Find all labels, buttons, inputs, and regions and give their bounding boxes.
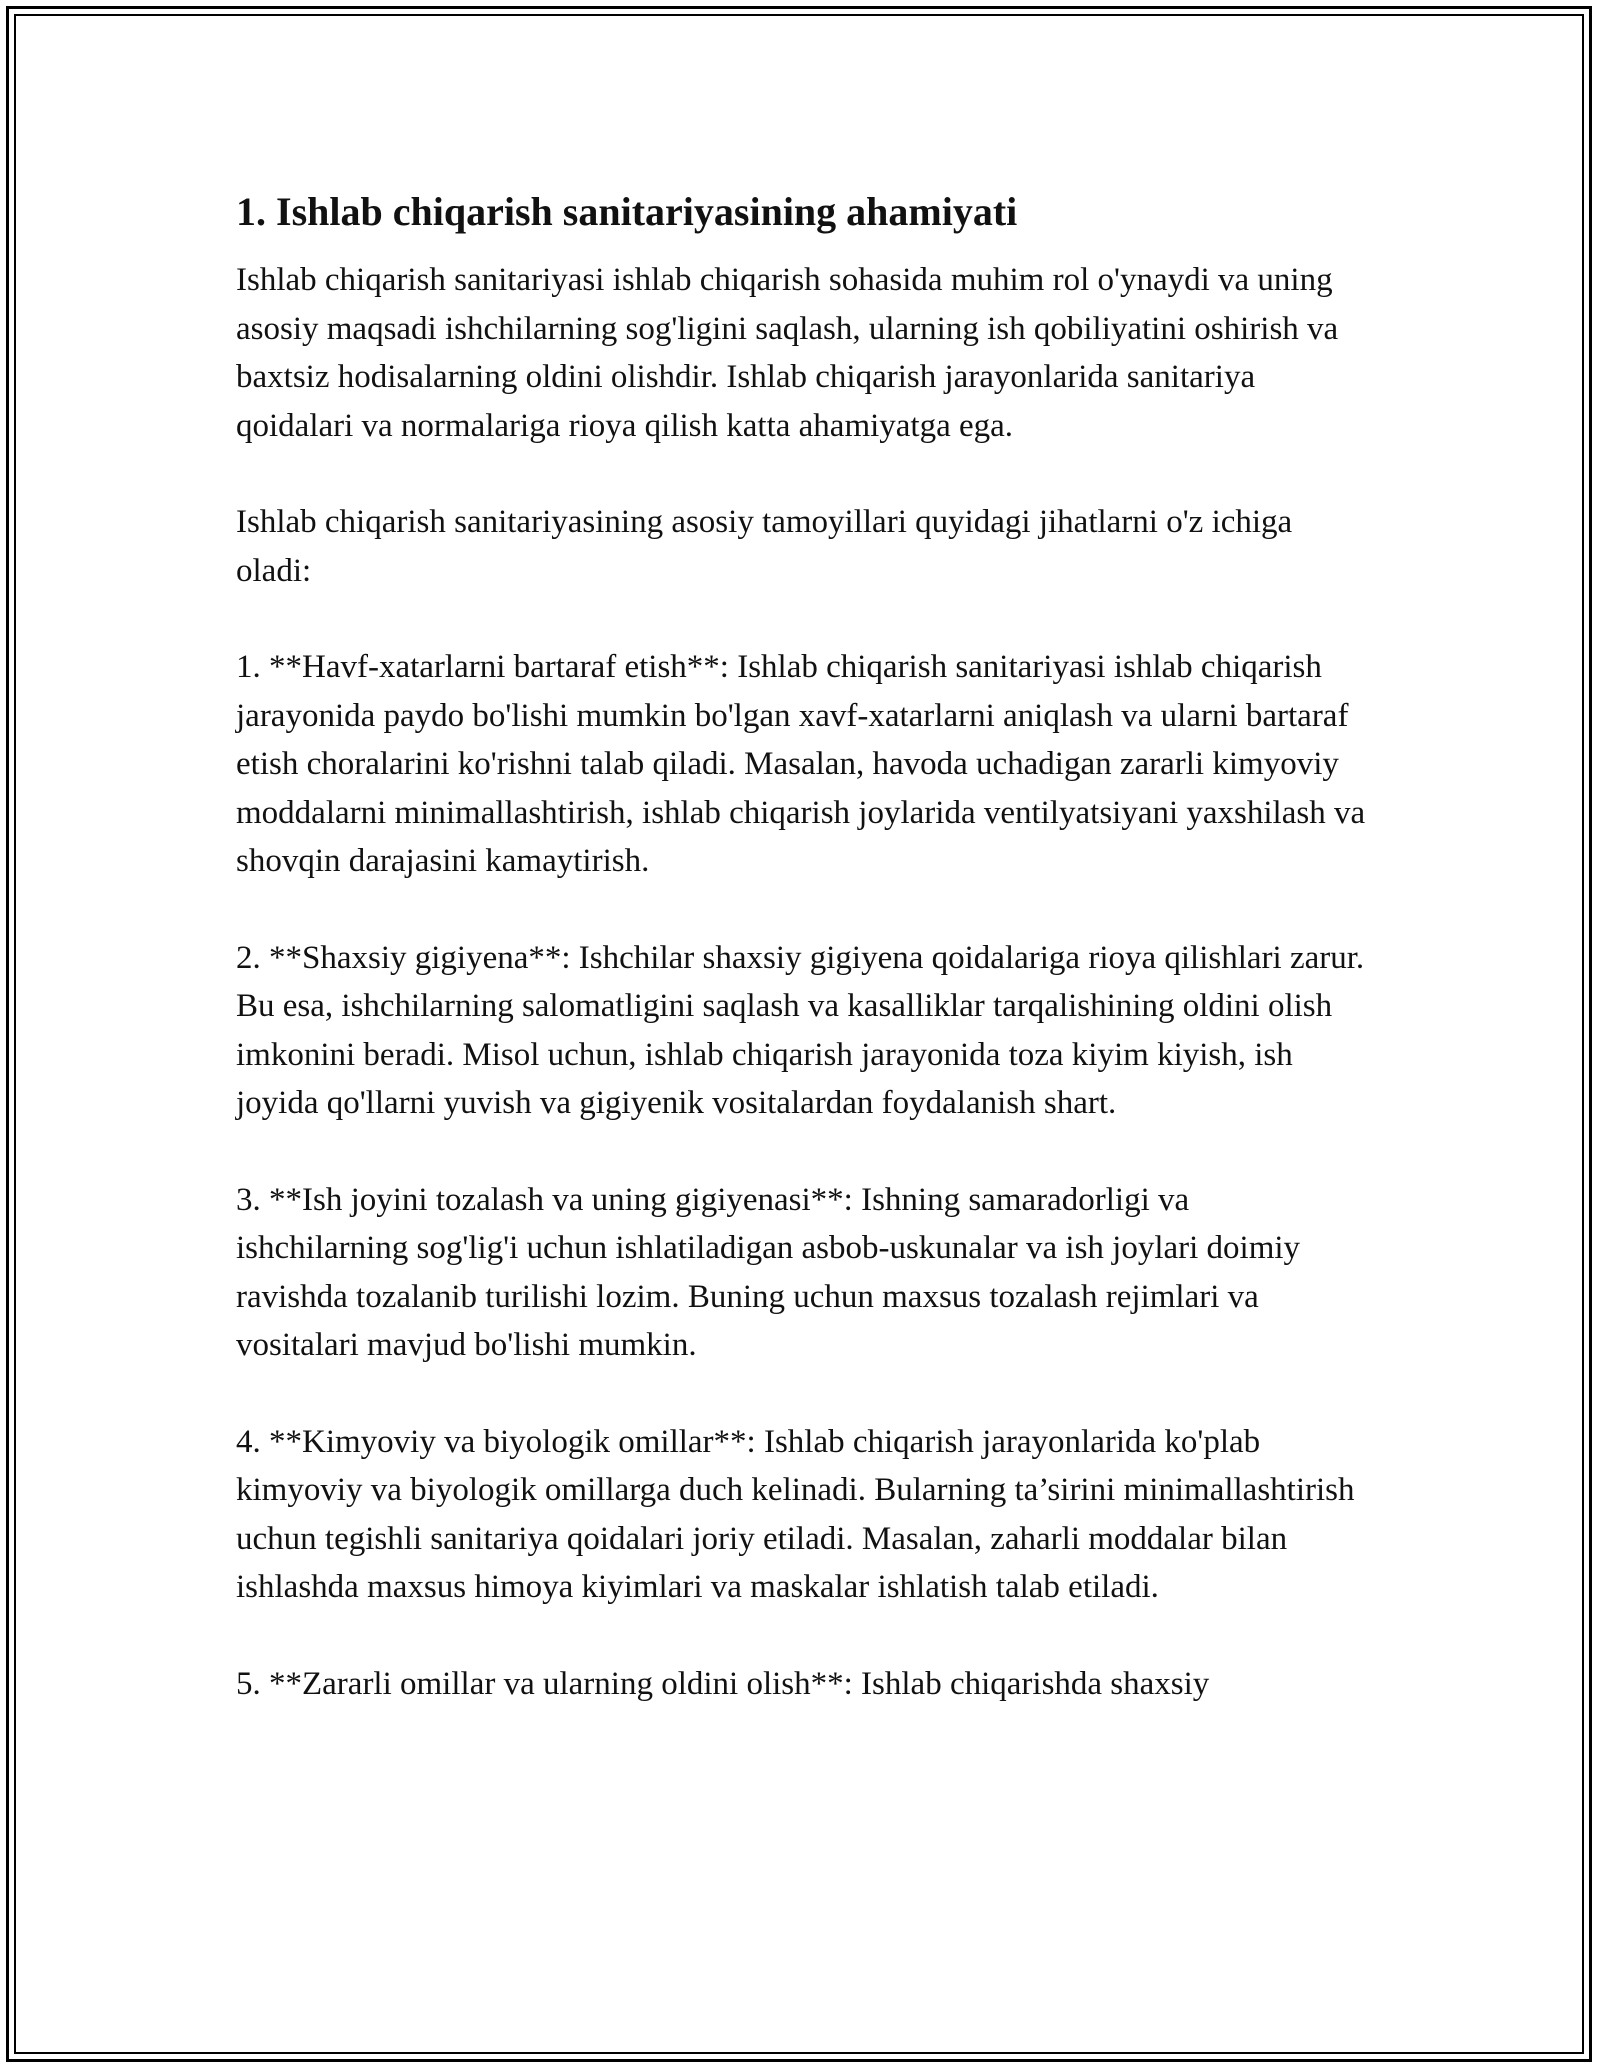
document-body [236, 186, 1366, 1756]
list-item-personal-hygiene: 2. **Shaxsiy gigiyena**: Ishchilar shaxsiy gigiyena qoidalariga rioya qilishlari zarur. Bu esa, ishchilarning salomatligini saqlash va kasalliklar tarqalishining oldini olish imkonini beradi. Misol uchun, ishlab chiqarish jarayonida toza kiyim kiyish, ish joyida qo'llarni yuvish va gigiyenik vositalardan foydalanish shart. [236, 939, 1365, 1121]
list-item-workplace-cleaning: 3. **Ish joyini tozalash va uning gigiyenasi**: Ishning samaradorligi va ishchilarning sog'lig'i uchun ishlatiladigan asbob-uskunalar va ish joylari doimiy ravishda tozalanib turilishi lozim. Buning uchun maxsus tozalash rejimlari va vositalari mavjud bo'lishi mumkin. [236, 1181, 1301, 1363]
list-item-harmful-factors: 5. **Zararli omillar va ularning oldini olish**: Ishlab chiqarishda shaxsiy [236, 1665, 1210, 1702]
section-title: 1. Ishlab chiqarish sanitariyasining ahamiyati [236, 189, 1018, 234]
list-item-chemical-biological: 4. **Kimyoviy va biyologik omillar**: Ishlab chiqarish jarayonlarida ko'plab kimyoviy va biyologik omillarga duch kelinadi. Bularning ta’sirini minimallashtirish uchun tegishli sanitariya qoidalari joriy etiladi. Masalan, zaharli moddalar bilan ishlashda maxsus himoya kiyimlari va maskalar ishlatish talab etiladi. [236, 1423, 1355, 1605]
principles-intro-paragraph: Ishlab chiqarish sanitariyasining asosiy tamoyillari quyidagi jihatlarni o'z ichiga oladi: [236, 504, 1293, 589]
list-item-hazards: 1. **Havf-xatarlarni bartaraf etish**: Ishlab chiqarish sanitariyasi ishlab chiqarish jarayonida paydo bo'lishi mumkin bo'lgan xavf-xatarlarni aniqlash va ularni bartaraf etish choralarini ko'rishni talab qiladi. Masalan, havoda uchadigan zararli kimyoviy moddalarni minimallashtirish, ishlab chiqarish joylarida ventilyatsiyani yaxshilash va shovqin darajasini kamaytirish. [236, 649, 1366, 879]
intro-paragraph: Ishlab chiqarish sanitariyasi ishlab chiqarish sohasida muhim rol o'ynaydi va uning asosiy maqsadi ishchilarning sog'ligini saqlash, ularning ish qobiliyatini oshirish va baxtsiz hodisalarning oldini olishdir. Ishlab chiqarish jarayonlarida sanitariya qoidalari va normalariga rioya qilish katta ahamiyatga ega. [236, 262, 1339, 444]
